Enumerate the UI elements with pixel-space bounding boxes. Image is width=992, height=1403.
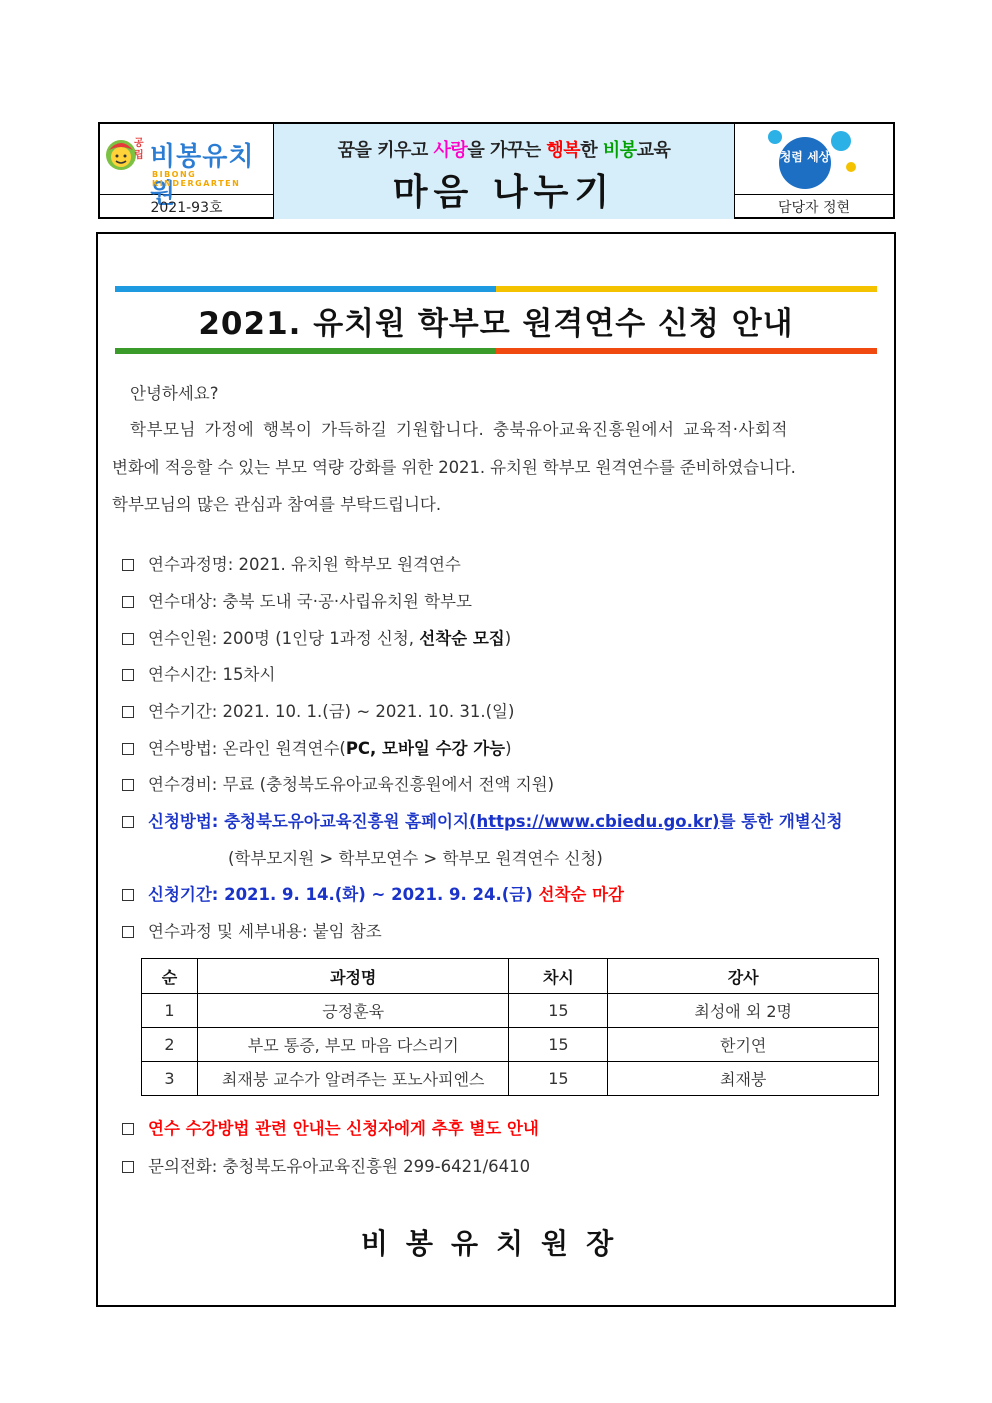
- column-header: 과정명: [197, 959, 509, 994]
- slogan-part: 교육: [636, 140, 671, 161]
- table-cell: 긍정훈육: [197, 994, 509, 1028]
- slogan-part: 비봉: [602, 140, 637, 161]
- list-item: [122, 918, 382, 942]
- table-cell: 3: [142, 1062, 198, 1096]
- table-cell: 2: [142, 1028, 198, 1062]
- column-header: 강사: [608, 959, 879, 994]
- checkbox-square-icon: [122, 706, 134, 718]
- slogan: [274, 136, 734, 162]
- child-face-icon: [104, 138, 138, 172]
- item-text: 연수방법: 온라인 원격연수(: [148, 739, 346, 758]
- checkbox-square-icon: [122, 779, 134, 791]
- list-item: [122, 881, 624, 905]
- list-item: [122, 661, 275, 685]
- table-row: [142, 994, 879, 1028]
- title-bar-top-left: [115, 286, 496, 292]
- item-text: 연수경비: 무료 (충청북도유아교육진흥원에서 전액 지원): [148, 775, 555, 794]
- header-center: [274, 124, 735, 219]
- table-row: [142, 1062, 879, 1096]
- list-item: [122, 808, 843, 832]
- item-emphasis: 신청기간: 2021. 9. 14.(화) ~ 2021. 9. 24.(금): [148, 885, 533, 904]
- title-bar-top-right: [496, 286, 877, 292]
- slogan-part: 한: [580, 140, 603, 161]
- column-header: 순: [142, 959, 198, 994]
- integrity-logo: [735, 124, 893, 195]
- list-item: [122, 771, 554, 795]
- right-logo-text: 청렴 세상: [779, 150, 831, 164]
- column-header: 차시: [509, 959, 608, 994]
- item-text: 연수인원: 200명 (1인당 1과정 신청,: [148, 629, 420, 648]
- slogan-part: 행복: [546, 140, 581, 161]
- item-text: 연수과정명: 2021. 유치원 학부모 원격연수: [148, 555, 461, 574]
- doc-number: 2021-93호: [100, 195, 274, 219]
- newsletter-header: [98, 122, 895, 219]
- greeting: 안녕하세요?: [130, 384, 219, 403]
- intro-line-3: 학부모님의 많은 관심과 참여를 부탁드립니다.: [112, 495, 442, 514]
- item-text: 연수시간: 15차시: [148, 665, 276, 684]
- item-emphasis: 선착순 마감: [532, 885, 624, 904]
- item-emphasis: PC, 모바일 수강 가능: [345, 739, 506, 758]
- list-item: [122, 588, 472, 612]
- homepage-link[interactable]: (https://www.cbiedu.go.kr): [468, 812, 720, 831]
- logo-name: 비봉유치원: [150, 142, 255, 209]
- logo-english: BIBONG KINDERGARTEN: [152, 170, 241, 188]
- list-item: [122, 1115, 539, 1139]
- checkbox-square-icon: [122, 633, 134, 645]
- table-cell: 한기연: [608, 1028, 879, 1062]
- contact-person: 담당자 정현: [777, 200, 851, 216]
- item-text: ): [504, 629, 512, 648]
- table-cell: 15: [509, 1028, 608, 1062]
- item-emphasis: 신청방법: 충청북도유아교육진흥원 홈페이지: [148, 812, 469, 831]
- table-cell: 1: [142, 994, 198, 1028]
- slogan-part: 을 가꾸는: [467, 140, 547, 161]
- intro-line-1: 학부모님 가정에 행복이 가득하길 기원합니다. 충북유아교육진흥원에서 교육적·사회적: [130, 420, 788, 439]
- table-header-row: [142, 959, 879, 994]
- slogan-part: 사랑: [433, 140, 468, 161]
- item-text: 연수대상: 충북 도내 국·공·사립유치원 학부모: [148, 592, 472, 611]
- checkbox-square-icon: [122, 1123, 134, 1135]
- apply-path: (학부모지원 > 학부모연수 > 학부모 원격연수 신청): [228, 849, 603, 868]
- table-cell: 15: [509, 1062, 608, 1096]
- table-cell: 최성애 외 2명: [608, 994, 879, 1028]
- checkbox-square-icon: [122, 1161, 134, 1173]
- checkbox-square-icon: [122, 743, 134, 755]
- list-item: [122, 625, 511, 649]
- list-item: [122, 698, 514, 722]
- newsletter-title: 마음 나누기: [392, 172, 616, 213]
- table-cell: 15: [509, 994, 608, 1028]
- list-item: [122, 1153, 530, 1177]
- table-cell: 최재붕: [608, 1062, 879, 1096]
- table-row: [142, 1028, 879, 1062]
- checkbox-square-icon: [122, 559, 134, 571]
- checkbox-square-icon: [122, 926, 134, 938]
- item-emphasis: 선착순 모집: [419, 629, 505, 648]
- checkbox-square-icon: [122, 669, 134, 681]
- integrity-world-logo: [763, 127, 863, 193]
- checkbox-square-icon: [122, 889, 134, 901]
- item-text: 연수기간: 2021. 10. 1.(금) ~ 2021. 10. 31.(일): [148, 702, 515, 721]
- principal-signature: 비봉유치원장: [360, 1227, 632, 1260]
- checkbox-square-icon: [122, 596, 134, 608]
- item-text: ): [505, 739, 512, 758]
- item-text: 문의전화: 충청북도유아교육진흥원 299-6421/6410: [148, 1157, 531, 1176]
- item-text: 연수과정 및 세부내용: 붙임 참조: [148, 922, 382, 941]
- checkbox-square-icon: [122, 816, 134, 828]
- table-cell: 최재붕 교수가 알려주는 포노사피엔스: [197, 1062, 509, 1096]
- logo-prefix: 공립: [134, 138, 144, 161]
- list-item: [122, 735, 512, 759]
- title-bar-bottom-right: [496, 348, 877, 354]
- list-item: [122, 551, 461, 575]
- title-bar-bottom-left: [115, 348, 496, 354]
- item-emphasis: 연수 수강방법 관련 안내는 신청자에게 추후 별도 안내: [148, 1119, 539, 1138]
- notice-title: 2021. 유치원 학부모 원격연수 신청 안내: [198, 306, 794, 342]
- item-emphasis: 를 통한 개별신청: [719, 812, 843, 831]
- table-cell: 부모 통증, 부모 마음 다스리기: [197, 1028, 509, 1062]
- course-table: [141, 958, 879, 1096]
- intro-line-2: 변화에 적응할 수 있는 부모 역량 강화를 위한 2021. 유치원 학부모 원격연수를 준비하였습니다.: [112, 458, 796, 477]
- slogan-part: 꿈을 키우고: [337, 140, 434, 161]
